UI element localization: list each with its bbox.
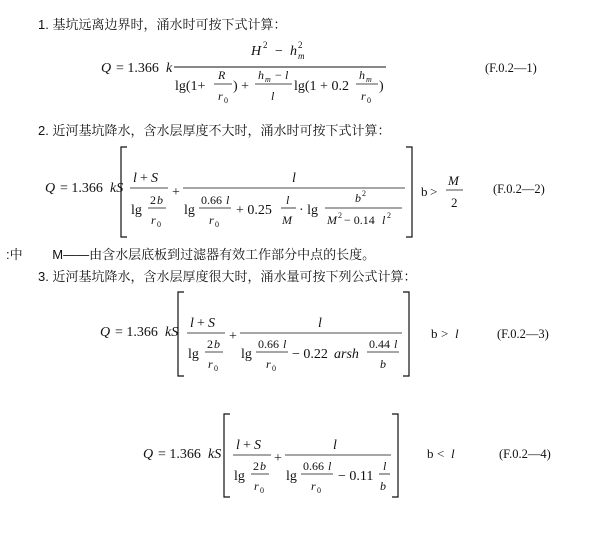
svg-text:0: 0 (214, 364, 218, 373)
svg-text:= 1.366: = 1.366 (116, 61, 159, 76)
svg-text:b: b (427, 446, 434, 461)
svg-text:l: l (328, 459, 332, 473)
note-text: M——由含水层底板到过滤器有效工作部分中点的长度。 (52, 247, 376, 262)
svg-text:0: 0 (367, 96, 371, 105)
svg-text:2: 2 (207, 337, 213, 351)
formula-1-code: (F.0.2—1) (485, 61, 537, 75)
svg-text:2: 2 (150, 193, 156, 207)
svg-text:0: 0 (215, 220, 219, 229)
svg-text:k: k (166, 61, 173, 76)
formula-3-condition (431, 326, 459, 341)
svg-text:l: l (133, 171, 137, 186)
item-1-text: 基坑远离边界时，涌水时可按下式计算： (52, 17, 287, 32)
formula-4-condition (427, 446, 455, 461)
svg-text:0.66: 0.66 (258, 337, 279, 351)
formula-2-code: (F.0.2—2) (493, 182, 545, 196)
svg-text:b: b (431, 326, 438, 341)
svg-text:r: r (151, 213, 156, 227)
svg-text:l: l (333, 438, 337, 453)
svg-text:h: h (359, 68, 365, 82)
svg-text:r: r (361, 89, 366, 103)
svg-text:kS: kS (165, 325, 179, 340)
svg-text:h: h (258, 68, 264, 82)
svg-text:l: l (383, 459, 387, 473)
svg-text:+: + (229, 329, 237, 344)
svg-text:<: < (437, 446, 445, 461)
svg-text:b: b (380, 357, 386, 371)
svg-text:lg: lg (234, 469, 245, 484)
svg-text:l: l (455, 326, 459, 341)
svg-text:b: b (380, 479, 386, 493)
svg-text:lg: lg (184, 203, 195, 218)
svg-text:= 1.366: = 1.366 (60, 181, 103, 196)
svg-text:Q: Q (143, 447, 154, 462)
svg-text:kS: kS (208, 447, 222, 462)
svg-text:l: l (451, 446, 455, 461)
svg-text:m: m (265, 75, 271, 84)
svg-text:b: b (214, 337, 220, 351)
svg-text:0: 0 (317, 486, 321, 495)
item-3-text: 近河基坑降水，含水层厚度很大时，涌水量可按下列公式计算： (52, 269, 417, 284)
item-2-text: 近河基坑降水，含水层厚度不大时，涌水时可按下式计算： (52, 123, 391, 138)
svg-text:= 1.366: = 1.366 (115, 325, 158, 340)
svg-text:b: b (157, 193, 163, 207)
svg-text:b: b (355, 191, 361, 205)
svg-text:2: 2 (451, 195, 458, 210)
svg-text:0.66: 0.66 (201, 193, 222, 207)
svg-text:2: 2 (253, 459, 259, 473)
svg-text:S: S (254, 438, 261, 453)
svg-text:lg(1+: lg(1+ (175, 79, 206, 94)
formula-1 (101, 40, 386, 105)
svg-text:arsh: arsh (334, 347, 359, 362)
svg-text:l: l (285, 68, 289, 82)
svg-text:kS: kS (110, 181, 124, 196)
svg-text:l: l (394, 337, 398, 351)
svg-text:− 0.11: − 0.11 (338, 469, 374, 484)
svg-text:r: r (209, 213, 214, 227)
formula-2 (45, 147, 412, 237)
svg-text:0.66: 0.66 (303, 459, 324, 473)
svg-text:S: S (151, 171, 158, 186)
svg-text:0: 0 (260, 486, 264, 495)
svg-text:= 1.366: = 1.366 (158, 447, 201, 462)
svg-text:lg: lg (188, 347, 199, 362)
svg-text:M: M (327, 213, 337, 227)
svg-text:l: l (271, 89, 275, 103)
svg-text:): ) (379, 79, 384, 94)
svg-text:2: 2 (362, 189, 366, 198)
svg-text:−: − (275, 68, 282, 82)
svg-text:+: + (197, 316, 205, 331)
svg-text:Q: Q (45, 181, 56, 196)
svg-text:M: M (448, 173, 459, 188)
item-1-number: 1. (38, 17, 49, 32)
svg-text:2: 2 (338, 211, 342, 220)
svg-text:) +: ) + (233, 79, 250, 94)
item-3-number: 3. (38, 269, 49, 284)
svg-text:+: + (243, 438, 251, 453)
svg-text:0: 0 (272, 364, 276, 373)
svg-text:l: l (318, 316, 322, 331)
formula-3-code: (F.0.2—3) (497, 327, 549, 341)
svg-text:>: > (441, 326, 449, 341)
svg-text:Q: Q (101, 61, 112, 76)
svg-text:r: r (218, 89, 223, 103)
svg-text:+ 0.25: + 0.25 (236, 203, 272, 218)
svg-text:lg: lg (286, 469, 297, 484)
svg-text:l: l (286, 193, 290, 207)
svg-text:>: > (430, 184, 438, 199)
svg-text:0: 0 (224, 96, 228, 105)
note-prefix: :中 (6, 247, 23, 262)
formula-3 (100, 292, 409, 376)
svg-text:l: l (236, 438, 240, 453)
svg-text:0: 0 (157, 220, 161, 229)
item-2-number: 2. (38, 123, 49, 138)
svg-text:· lg: · lg (299, 203, 319, 218)
svg-text:lg: lg (241, 347, 252, 362)
svg-text:Q: Q (100, 325, 111, 340)
svg-text:M: M (282, 213, 292, 227)
svg-text:r: r (208, 357, 213, 371)
svg-text:lg(1 + 0.2: lg(1 + 0.2 (294, 79, 349, 94)
svg-text:l: l (382, 213, 386, 227)
formula-4-code: (F.0.2—4) (499, 447, 551, 461)
svg-text:r: r (266, 357, 271, 371)
svg-text:S: S (208, 316, 215, 331)
svg-text:H: H (251, 44, 262, 59)
svg-text:− 0.22: − 0.22 (292, 347, 328, 362)
svg-text:b: b (260, 459, 266, 473)
svg-text:m: m (366, 75, 372, 84)
svg-text:+: + (274, 451, 282, 466)
svg-text:lg: lg (131, 203, 142, 218)
svg-text:h: h (290, 44, 297, 59)
svg-text:m: m (298, 51, 305, 61)
svg-text:R: R (218, 68, 226, 82)
svg-text:+: + (140, 171, 148, 186)
svg-text:b: b (421, 184, 428, 199)
svg-text:l: l (292, 171, 296, 186)
svg-text:2: 2 (263, 40, 268, 50)
svg-text:+: + (172, 185, 180, 200)
svg-text:2: 2 (298, 40, 303, 50)
svg-text:r: r (254, 479, 259, 493)
formula-2-condition (421, 173, 463, 210)
svg-text:l: l (283, 337, 287, 351)
formula-4 (143, 414, 398, 497)
svg-text:−: − (275, 44, 283, 59)
svg-text:2: 2 (387, 211, 391, 220)
svg-text:l: l (226, 193, 230, 207)
svg-text:r: r (311, 479, 316, 493)
svg-text:l: l (190, 316, 194, 331)
svg-text:0.44: 0.44 (369, 337, 390, 351)
svg-text:− 0.14: − 0.14 (344, 213, 375, 227)
